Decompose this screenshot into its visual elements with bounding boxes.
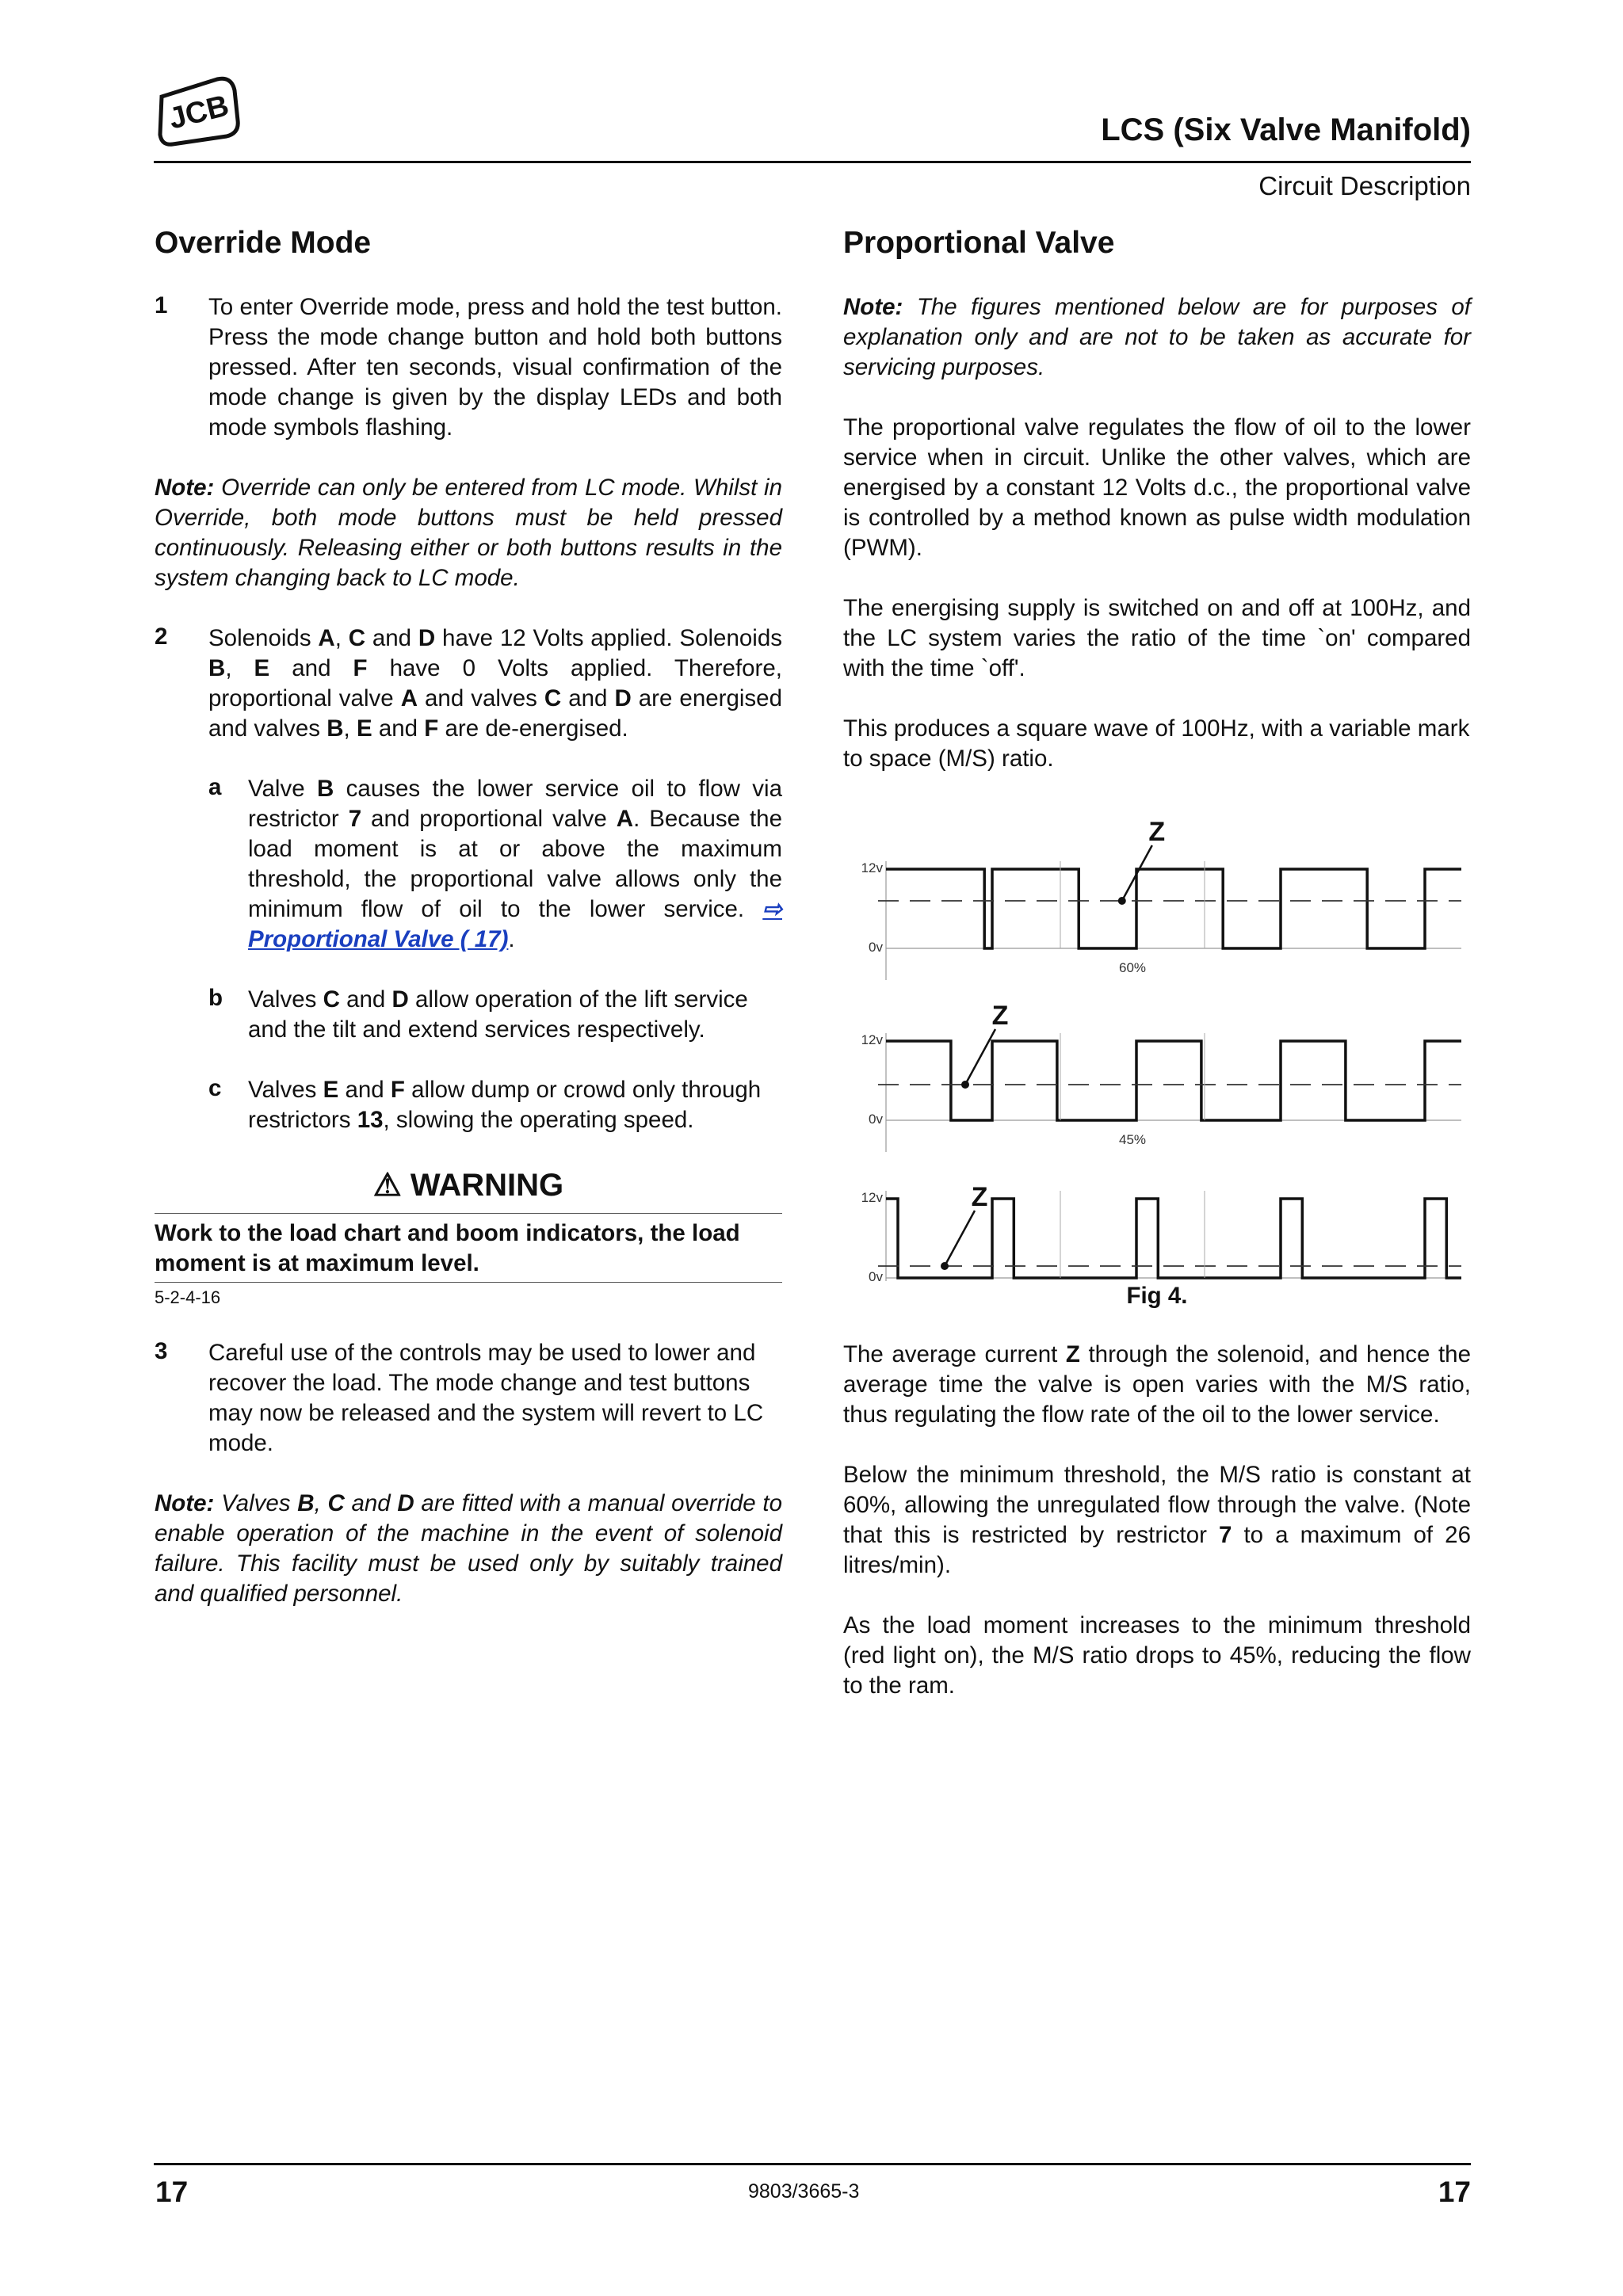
sub-item-c [155, 1075, 782, 1135]
item-number: 3 [155, 1338, 168, 1364]
jcb-logo [155, 73, 242, 147]
low-voltage-label: 0v [869, 1112, 883, 1127]
list-item-2 [155, 624, 782, 744]
sub-item-a [155, 774, 782, 955]
warning-triangle-icon: ⚠ [372, 1168, 411, 1203]
average-current-label: Z [1148, 817, 1166, 847]
paragraph-minimum-threshold: Below the minimum threshold, the M/S ratio is constant at 60%, allowing the unregulated flow through the valve. (Note that this is restricted by restrictor 7 to a maximum of 26 litres/min). [843, 1462, 1471, 1578]
warning-box [155, 1167, 782, 1308]
square-wave [886, 1041, 1461, 1120]
note-label: Note: [155, 475, 215, 501]
square-wave [886, 869, 1461, 948]
proportional-valve-link[interactable]: ⇨ Proportional Valve ( 17) [248, 896, 782, 952]
item-text: Careful use of the controls may be used to lower and recover the load. The mode change and test buttons may now be released and the system will revert to LC mode. [208, 1340, 764, 1456]
note-text: Override can only be entered from LC mode. Whilst in Override, both mode buttons must be held pressed continuously. Releasing either or both buttons results in the system changing back to LC mode. [155, 475, 782, 591]
note-label: Note: [155, 1490, 215, 1516]
page-subtitle: Circuit Description [1258, 171, 1471, 200]
item-text: Solenoids A, C and D have 12 Volts applied. Solenoids B, E and F have 0 Volts applied. Therefore, proportional valve A and valves C and D are energised and valves B, E and F are de-energised. [208, 625, 782, 742]
warning-code: 5-2-4-16 [155, 1287, 221, 1307]
manual-override-note: Note: Valves B, C and D are fitted with a manual override to enable operation of the machine in the event of solenoid failure. This facility must be used only by suitably trained and qualified personnel. [155, 1490, 783, 1607]
list-item-3 [155, 1338, 782, 1459]
duty-percent-label: 60% [1118, 960, 1147, 975]
duty-percent-label: 45% [1118, 1132, 1147, 1147]
paragraph-pwm: The proportional valve regulates the flow of oil to the lower service when in circuit. Unlike the other valves, which are energised by a constant 12 Volts d.c., the proportional valve is controlled by a method known as pulse width modulation (PWM). [843, 414, 1471, 561]
right-column [843, 226, 1471, 1701]
high-voltage-label: 12v [861, 1190, 883, 1205]
warning-text: Work to the load chart and boom indicators, the load moment is at maximum level. [155, 1220, 740, 1276]
low-voltage-label: 0v [869, 1269, 883, 1281]
sub-item-letter: b [208, 985, 223, 1011]
page-title: LCS (Six Valve Manifold) [1101, 113, 1471, 147]
header-rule [154, 161, 1471, 163]
override-mode-heading: Override Mode [155, 226, 372, 260]
override-note [155, 473, 782, 593]
marker-leader-line [945, 1211, 975, 1266]
paragraph-average-current: The average current Z through the solenoid, and hence the average time the valve is open varies with the M/S ratio, thus regulating the flow rate of the oil to the lower service. [843, 1341, 1471, 1428]
logo-text: JCB [166, 89, 232, 136]
item-number: 2 [155, 624, 168, 650]
footer-rule [154, 2163, 1471, 2165]
warning-rule-bottom [155, 1282, 782, 1283]
figure-caption: Fig 4. [1126, 1283, 1188, 1309]
page-number-right: 17 [1438, 2176, 1471, 2208]
note-label: Note: [843, 294, 903, 320]
sub-item-b [155, 985, 782, 1045]
sub-item-text: Valve B causes the lower service oil to flow via restrictor 7 and proportional valve A. Because the load moment is at or above the maximum threshold, the proportional valve allows only the minimum flow of oil to the lower service. ⇨ Proportional Valve ( 17). [248, 776, 782, 952]
note-text: The figures mentioned below are for purposes of explanation only and are not to be taken as accurate for servicing purposes. [843, 294, 1471, 380]
item-text: To enter Override mode, press and hold the test button. Press the mode change button and hold both buttons pressed. After ten seconds, visual confirmation of the mode change is given by the display LEDs and both mode symbols flashing. [208, 294, 782, 441]
high-voltage-label: 12v [861, 860, 883, 875]
sub-item-text: Valves E and F allow dump or crowd only through restrictors 13, slowing the operating speed. [248, 1077, 762, 1133]
paragraph-square-wave: This produces a square wave of 100Hz, with a variable mark to space (M/S) ratio. [843, 715, 1470, 772]
item-number: 1 [155, 292, 168, 318]
proportional-valve-heading: Proportional Valve [843, 226, 1115, 260]
low-voltage-label: 0v [869, 940, 883, 955]
arrow-right-icon: ⇨ [762, 896, 782, 922]
explanation-note [843, 292, 1471, 383]
warning-rule-top [155, 1213, 782, 1214]
paragraph-load-moment: As the load moment increases to the minimum threshold (red light on), the M/S ratio drops to 45%, reducing the flow to the ram. [843, 1612, 1471, 1699]
sub-item-letter: a [208, 774, 222, 800]
sub-item-letter: c [208, 1075, 222, 1101]
average-current-label: Z [971, 1182, 988, 1212]
page-number-left: 17 [155, 2176, 189, 2208]
left-column [155, 226, 782, 1609]
list-item-1 [155, 292, 782, 443]
average-current-label: Z [991, 1001, 1009, 1031]
pwm-waveform-chart [843, 806, 1471, 1281]
paragraph-frequency: The energising supply is switched on and off at 100Hz, and the LC system varies the ratio of the time `on' compared with the time `off'. [843, 595, 1471, 681]
sub-item-text: Valves C and D allow operation of the lift service and the tilt and extend services respectively. [248, 986, 748, 1043]
document-number: 9803/3665-3 [748, 2180, 860, 2203]
warning-title: ⚠ WARNING [372, 1168, 564, 1203]
high-voltage-label: 12v [861, 1032, 883, 1047]
